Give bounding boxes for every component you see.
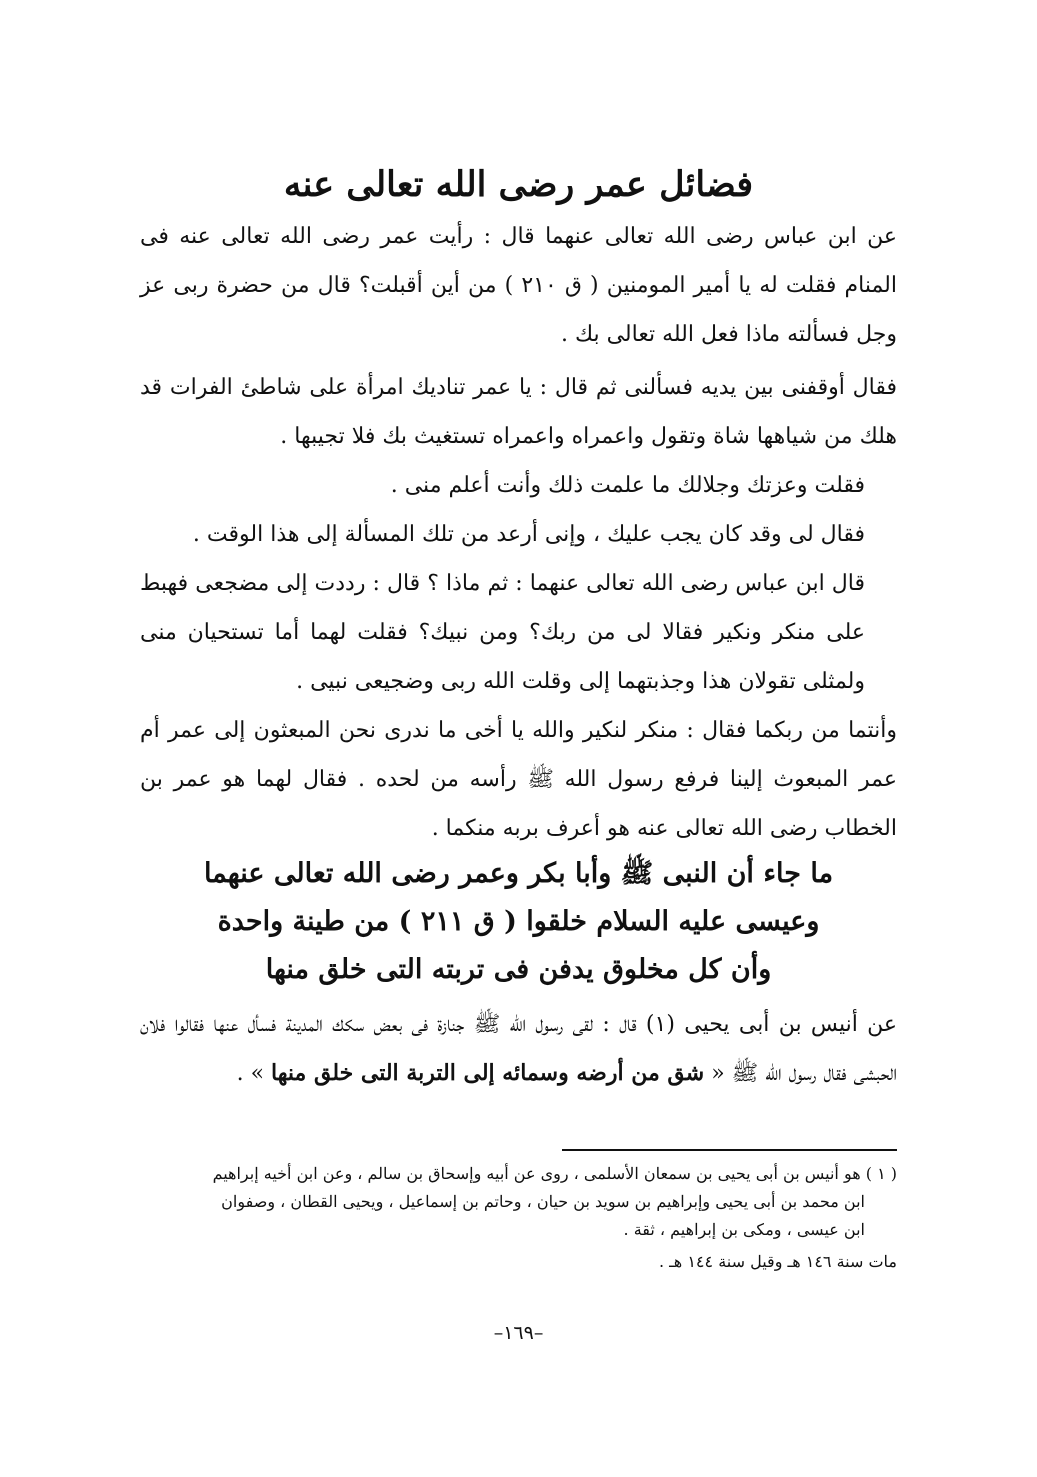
page-number: –١٦٩– [493, 1322, 544, 1344]
paragraph-3: فقلت وعزتك وجلالك ما علمت ذلك وأنت أعلم منى . [390, 473, 865, 498]
heading-line-2: وعيسى عليه السلام خلقوا ( ق ٢١١ ) من طينة واحدة [217, 906, 820, 937]
footnote-line-1: ( ١ ) هو أنيس بن أبى يحيى بن سمعان الأسلمى ، روى عن أبيه وإسحاق بن سالم ، وعن ابن أخيه إبراهيم [212, 1164, 897, 1183]
hadith-quote: شق من أرضه وسمائه إلى التربة التى خلق منها [271, 1060, 705, 1086]
section-2-heading [140, 850, 897, 994]
paragraph-2: فقال أوقفنى بين يديه فسألنى ثم قال : يا عمر تناديك امرأة على شاطئ الفرات قد هلك من شياهها شاة وتقول واعمراه واعمراه تستغيث بك فلا تجيبها . [140, 375, 897, 449]
paragraph-4: فقال لى وقد كان يجب عليك ، وإنى أرعد من تلك المسألة إلى هذا الوقت . [192, 522, 865, 547]
footnotes [135, 1160, 897, 1276]
hadith-text: عن أنيس بن أبى يحيى (١) قال : لقى رسول الله ﷺ جنازة فى بعض سكك المدينة فسأل عنها فقالوا فلان الحبشى فقال رسول الله ﷺ « [140, 1012, 898, 1086]
section-2-body [140, 1000, 897, 1098]
paragraph-5: قال ابن عباس رضى الله تعالى عنهما : ثم ماذا ؟ قال : رددت إلى مضجعى فهبط على منكر ونكير فقالا لى من ربك؟ ومن نبيك؟ فقلت لهما أما تستحيان منى ولمثلى تقولان هذا وجذبتهما إلى وقلت الله ربى وضجيعى نبيى . [140, 571, 865, 694]
section-1-body [140, 212, 897, 853]
footnote-line-3: ابن عيسى ، ومكى بن إبراهيم ، ثقة . [623, 1220, 865, 1239]
hadith-end: » . [236, 1061, 272, 1086]
heading-line-1: ما جاء أن النبى ﷺ وأبا بكر وعمر رضى الله تعالى عنهما [203, 858, 834, 889]
paragraph-6: وأنتما من ربكما فقال : منكر لنكير والله يا أخى ما ندرى نحن المبعثون إلى عمر أم عمر المبعوث إلينا فرفع رسول الله ﷺ رأسه من لحده . فقال لهما هو عمر بن الخطاب رضى الله تعالى عنه هو أعرف بربه منكما . [140, 718, 897, 841]
paragraph-1: عن ابن عباس رضى الله تعالى عنهما قال : رأيت عمر رضى الله تعالى عنه فى المنام فقلت له يا أمير المومنين ( ق ٢١٠ ) من أين أقبلت؟ قال من حضرة ربى عز وجل فسألته ماذا فعل الله تعالى بك . [140, 224, 897, 347]
heading-line-3: وأن كل مخلوق يدفن فى تربته التى خلق منها [265, 954, 772, 985]
hadith-paragraph [140, 1000, 897, 1098]
footnote-line-2: ابن محمد بن أبى يحيى وإبراهيم بن سويد بن حيان ، وحاتم بن إسماعيل ، ويحيى القطان ، وصفوان [221, 1192, 865, 1211]
footnote-divider [562, 1149, 897, 1151]
chapter-title: فضائل عمر رضى الله تعالى عنه [283, 164, 754, 205]
footnote-line-4: مات سنة ١٤٦ هـ وقيل سنة ١٤٤ هـ . [658, 1252, 897, 1271]
